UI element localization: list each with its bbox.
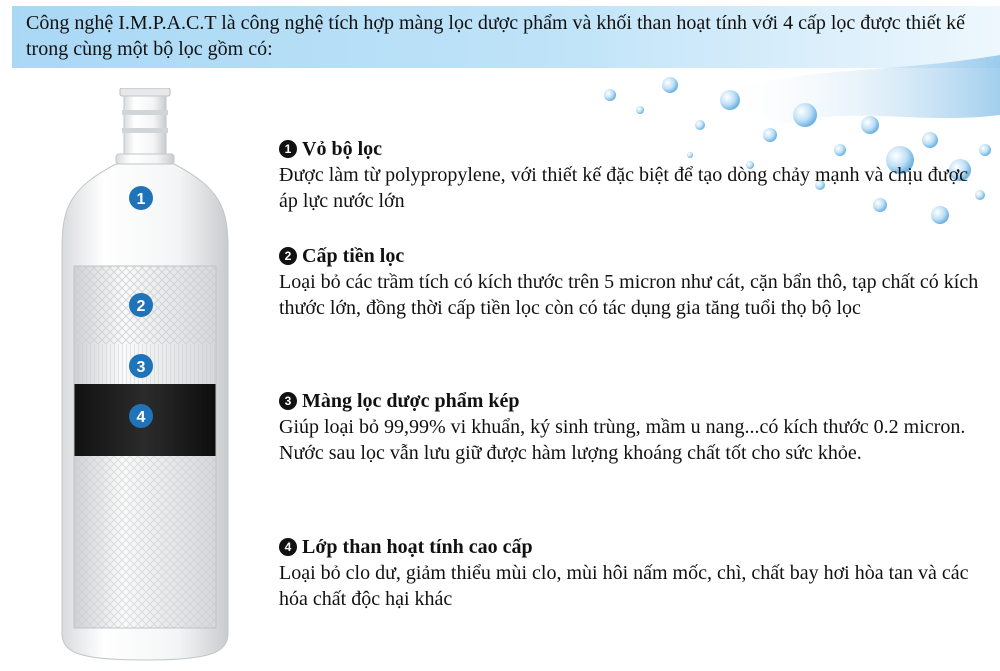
header-text: Công nghệ I.M.P.A.C.T là công nghệ tích hợp màng lọc dược phẩm và khối than hoạt tính với 4 cấp lọc được thiết kế trong cùng một bộ lọc gồm có: <box>26 12 966 60</box>
filter-label-3 <box>129 354 153 378</box>
section-title <box>279 388 989 414</box>
section-title <box>279 136 989 162</box>
section-title-text: Vỏ bộ lọc <box>302 138 382 160</box>
filter-label-1 <box>129 186 153 210</box>
number-badge: 2 <box>279 247 297 265</box>
section-filter-shell <box>279 136 989 214</box>
number-badge: 4 <box>279 538 297 556</box>
section-membrane <box>279 388 989 466</box>
svg-text:3: 3 <box>136 359 146 376</box>
section-body: Loại bỏ clo dư, giảm thiểu mùi clo, mùi hôi nấm mốc, chì, chất bay hơi hòa tan và các hóa chất độc hại khác <box>279 562 969 610</box>
section-pre-filter <box>279 243 989 321</box>
section-title-text: Màng lọc dược phẩm kép <box>302 390 520 412</box>
section-title-text: Cấp tiền lọc <box>302 245 405 267</box>
number-badge: 3 <box>279 392 297 410</box>
section-body: Được làm từ polypropylene, với thiết kế đặc biệt để tạo dòng chảy mạnh và chịu được áp lực nước lớn <box>279 164 969 212</box>
svg-text:2: 2 <box>136 298 146 315</box>
section-title <box>279 243 989 269</box>
section-title-text: Lớp than hoạt tính cao cấp <box>302 536 533 558</box>
svg-text:4: 4 <box>136 409 146 426</box>
section-body: Loại bỏ các trầm tích có kích thước trên 5 micron như cát, cặn bẩn thô, tạp chất có kích thước lớn, đồng thời cấp tiền lọc còn có tác dụng gia tăng tuổi thọ bộ lọc <box>279 271 979 319</box>
filter-cartridge-image <box>50 88 240 663</box>
number-badge: 1 <box>279 140 297 158</box>
filter-label-4 <box>129 404 153 428</box>
section-carbon-layer <box>279 534 989 612</box>
section-title <box>279 534 989 560</box>
filter-cartridge-drawing <box>50 88 240 663</box>
svg-text:1: 1 <box>136 191 146 208</box>
filter-label-2 <box>129 293 153 317</box>
section-body: Giúp loại bỏ 99,99% vi khuẩn, ký sinh trùng, mầm u nang...có kích thước 0.2 micron. Nước sau lọc vẫn lưu giữ được hàm lượng khoáng chất tốt cho sức khỏe. <box>279 416 966 464</box>
